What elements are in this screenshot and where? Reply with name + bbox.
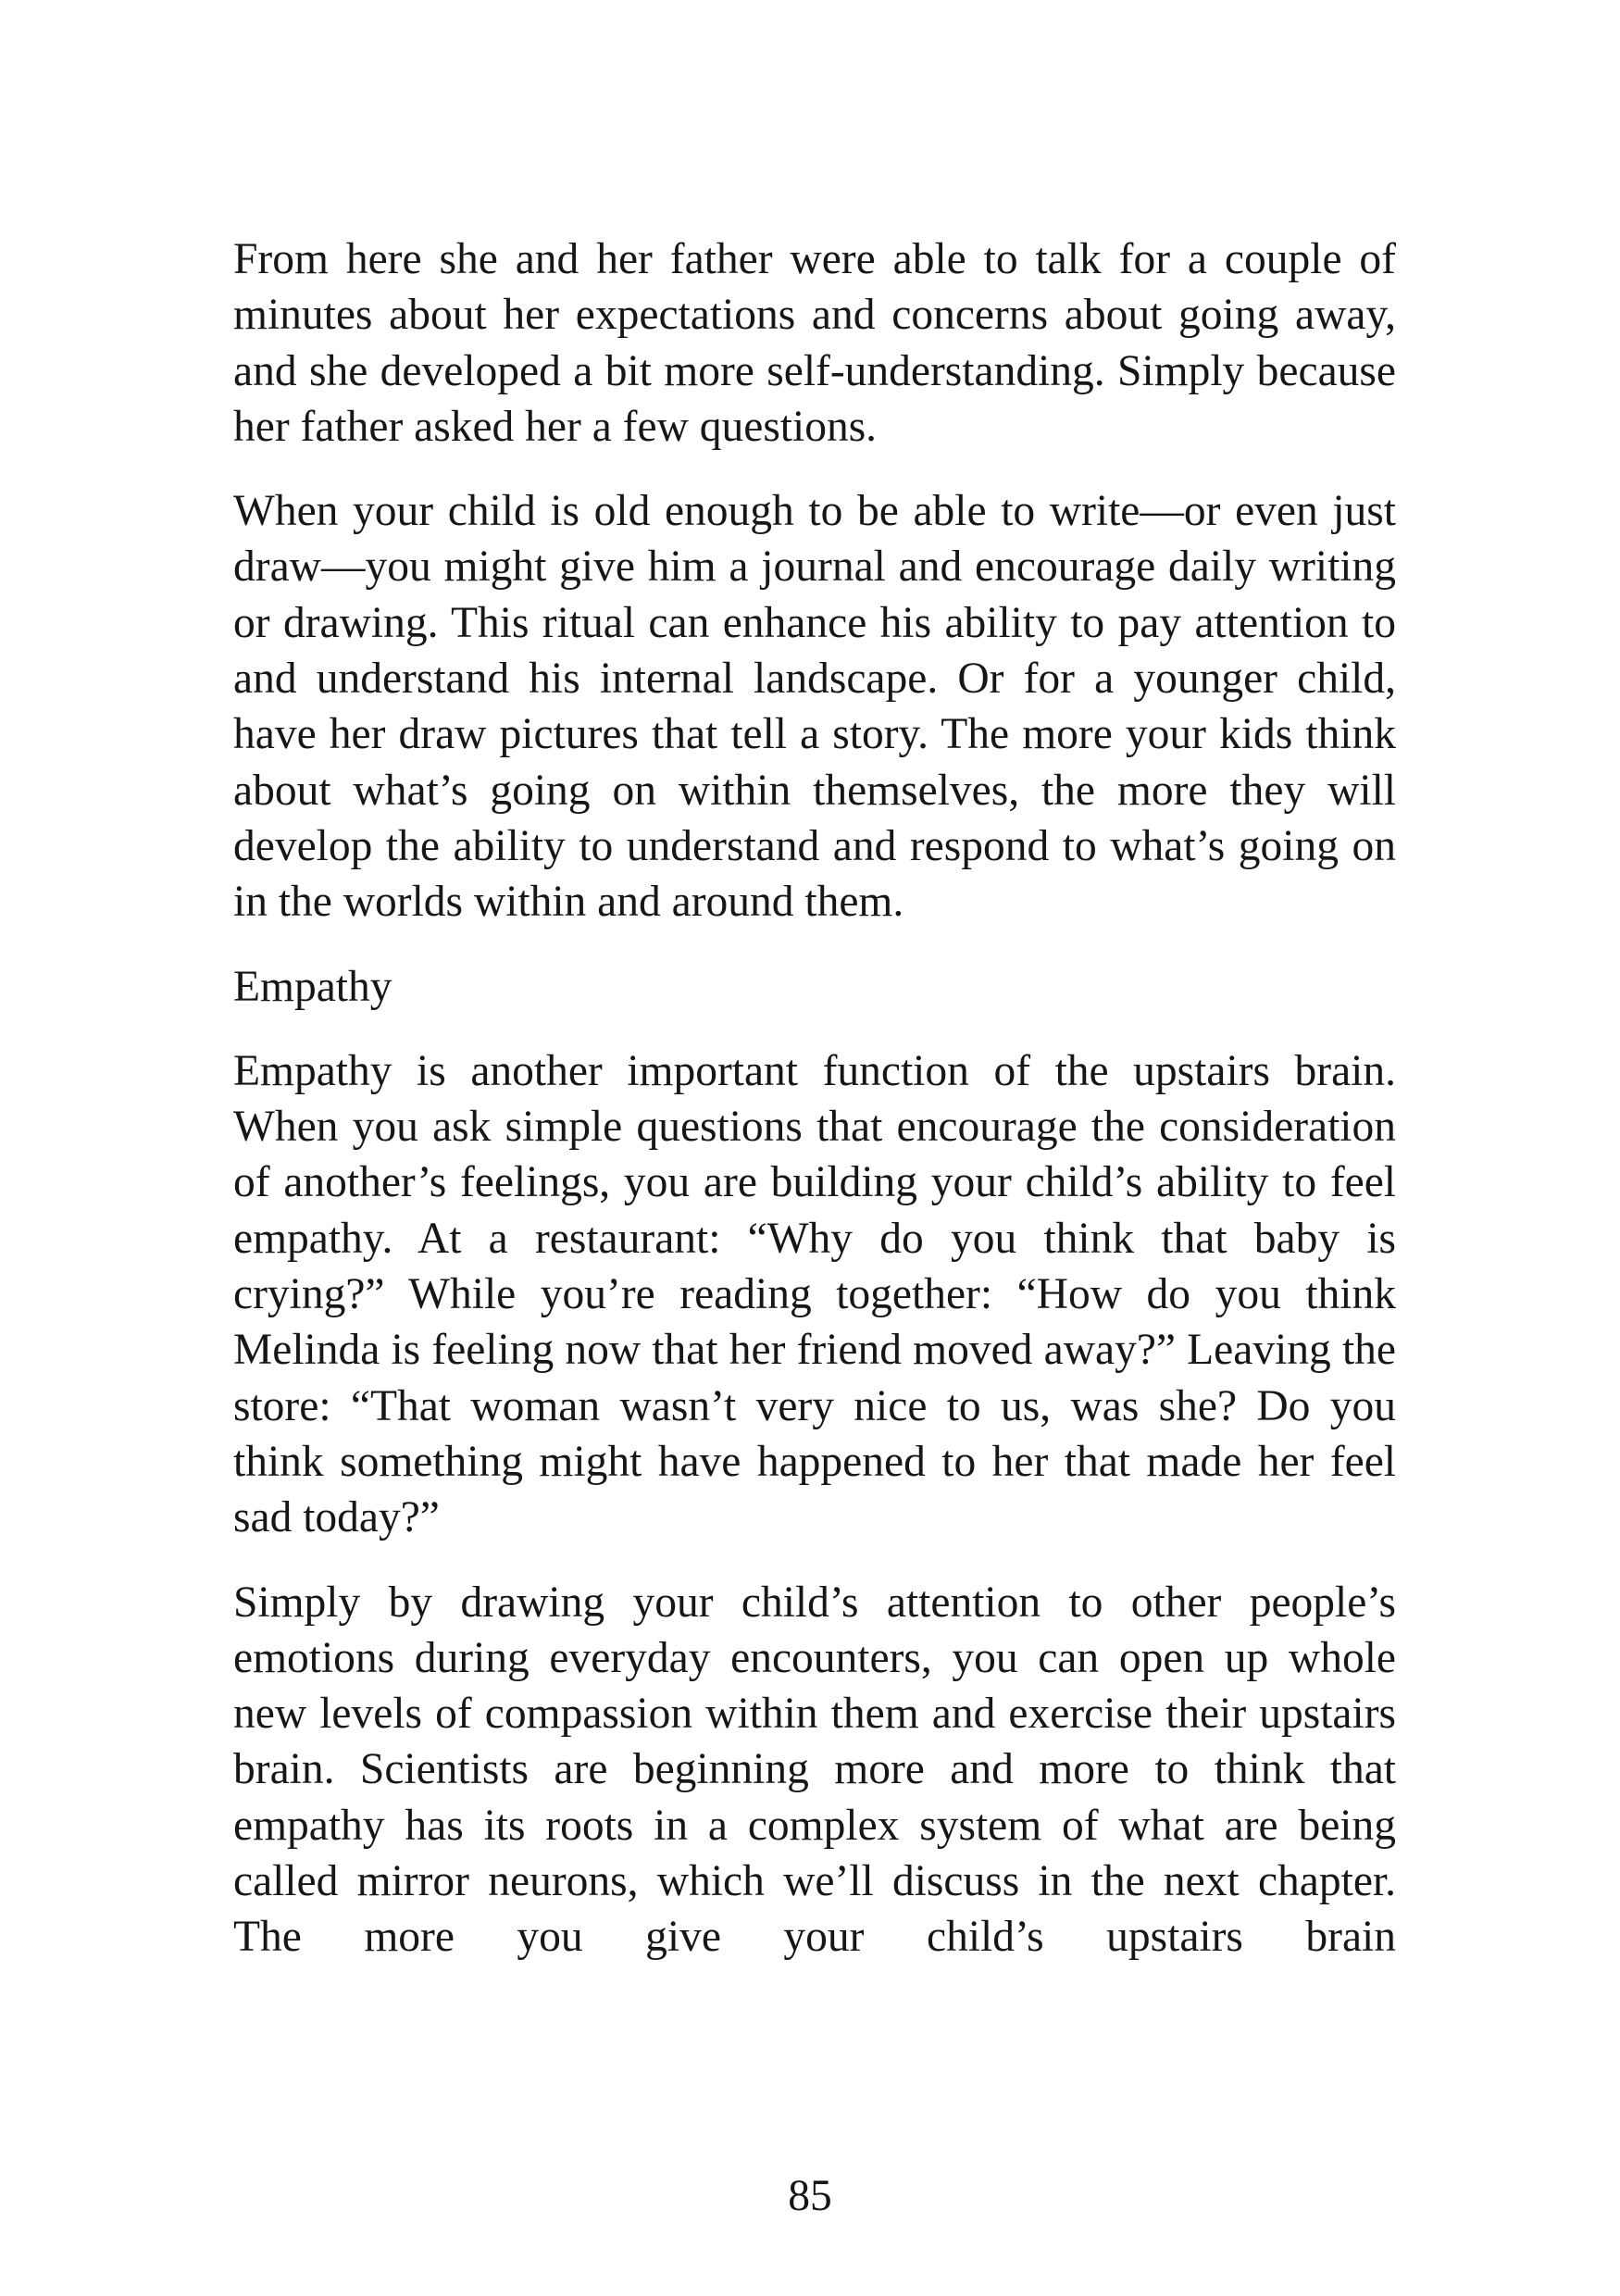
page-number: 85 — [788, 2172, 832, 2220]
paragraph-self-understanding: From here she and her father were able to talk for a couple of minutes about her expectations and concerns about going away, and she developed a bit more self-understanding. Simply because her father asked her a few questions. — [233, 235, 1396, 451]
paragraph-mirror-neurons: Simply by drawing your child’s attention to other people’s emotions during everyday encounters, you can open up whole new levels of compassion within them and exercise their upstairs brain. Scientists are beginning more and more to think that empathy has its roots in a complex system of what are being called mirror neurons, which we’ll discuss in the next chapter. The more you give your child’s upstairs brain — [233, 1578, 1396, 1962]
paragraph-empathy-questions: Empathy is another important function of the upstairs brain. When you ask simple questions that encourage the consideration of another’s feelings, you are building your child’s ability to feel empathy. At a restaurant: “Why do you think that baby is crying?” While you’re reading together: “How do you think Melinda is feeling now that her friend moved away?” Leaving the store: “That woman wasn’t very nice to us, was she? Do you think something might have happened to her that made her feel sad today?” — [233, 1046, 1396, 1542]
section-heading-empathy: Empathy — [233, 962, 393, 1011]
paragraph-journal: When your child is old enough to be able to write—or even just draw—you might give him a journal and encourage daily writing or drawing. This ritual can enhance his ability to pay attention to and understand his internal landscape. Or for a younger child, have her draw pictures that tell a story. The more your kids think about what’s going on within themselves, the more they will develop the ability to understand and respond to what’s going on in the worlds within and around them. — [233, 487, 1396, 927]
page-body — [233, 231, 1396, 1994]
